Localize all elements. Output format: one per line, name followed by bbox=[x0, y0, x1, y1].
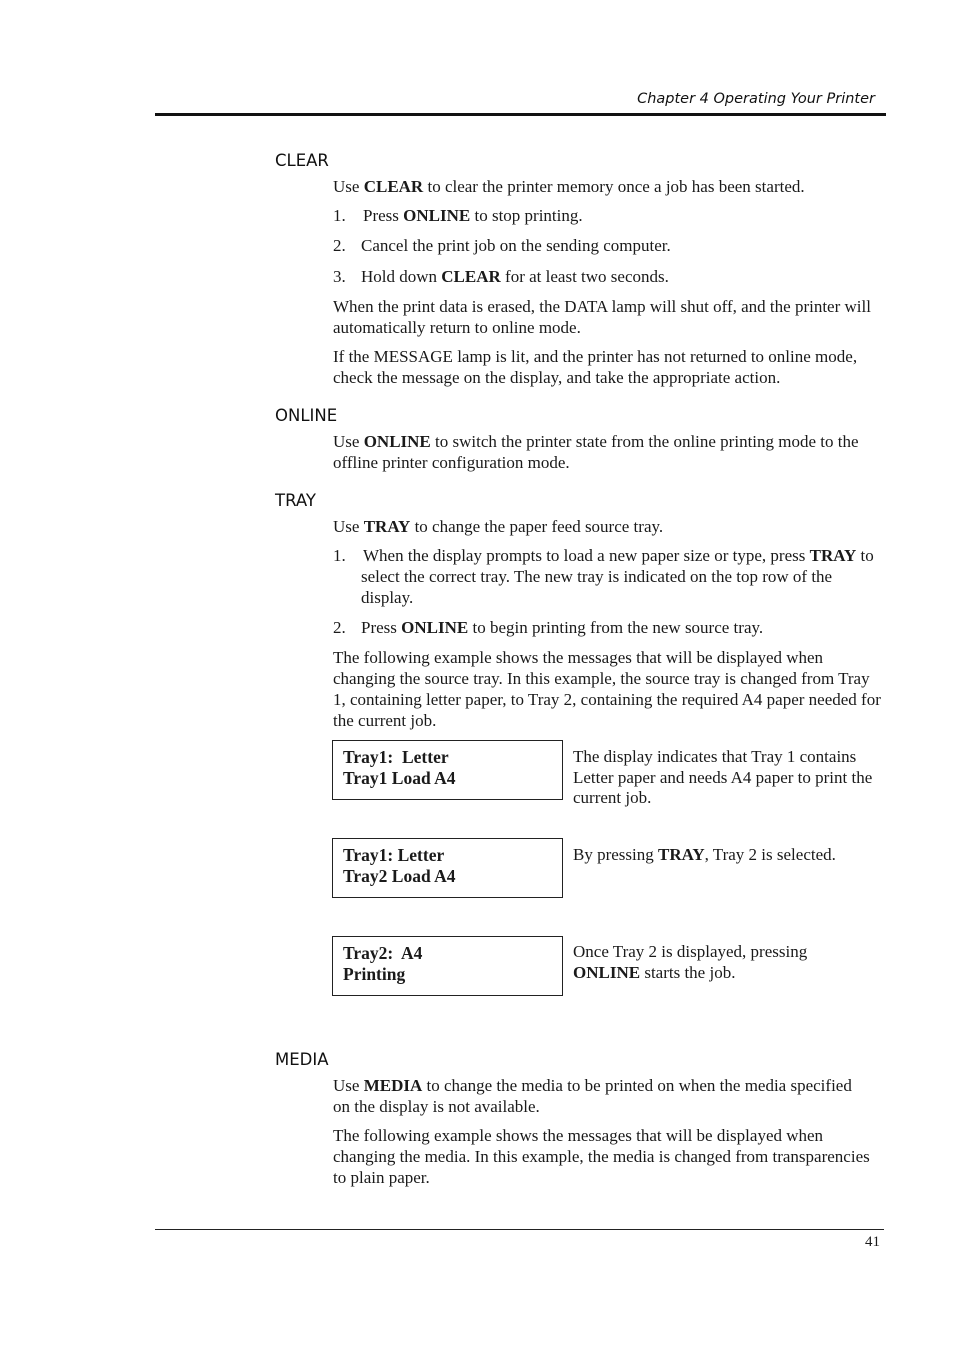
lcd-line-1: Tray2: A4 bbox=[343, 943, 423, 963]
clear-intro: Use CLEAR to clear the printer memory once a job has been started. bbox=[333, 177, 805, 196]
lcd-description-3: Once Tray 2 is displayed, pressing ONLINE starts the job. bbox=[573, 942, 808, 982]
media-para: The following example shows the messages that will be displayed when changing the media. In this example, the media is changed from transparencies to plain paper. bbox=[333, 1126, 870, 1187]
tray-step-1: 1. When the display prompts to load a new paper size or type, press TRAY to select the correct tray. The new tray is indicated on the top row of the display. bbox=[333, 546, 874, 607]
lcd-line-2: Tray2 Load A4 bbox=[343, 866, 456, 886]
online-intro: Use ONLINE to switch the printer state from the online printing mode to the offline printer configuration mode. bbox=[333, 432, 859, 472]
lcd-display-example-3 bbox=[332, 936, 563, 996]
tray-intro: Use TRAY to change the paper feed source tray. bbox=[333, 517, 664, 536]
section-heading-clear: CLEAR bbox=[275, 151, 329, 170]
clear-step-3: 3. Hold down CLEAR for at least two seconds. bbox=[333, 267, 669, 286]
media-intro: Use MEDIA to change the media to be printed on when the media specified on the display is not available. bbox=[333, 1076, 852, 1116]
lcd-line-2: Tray1 Load A4 bbox=[343, 768, 456, 788]
page-number: 41 bbox=[865, 1234, 880, 1250]
tray-step-2: 2. Press ONLINE to begin printing from the new source tray. bbox=[333, 618, 764, 637]
lcd-line-1: Tray1: Letter bbox=[343, 747, 449, 767]
clear-para-1: When the print data is erased, the DATA lamp will shut off, and the printer will automatically return to online mode. bbox=[333, 297, 871, 337]
running-header: Chapter 4 Operating Your Printer bbox=[637, 91, 875, 107]
footer-rule bbox=[155, 1229, 884, 1230]
lcd-line-2: Printing bbox=[343, 964, 406, 984]
header-rule bbox=[155, 113, 886, 116]
clear-step-1: 1. Press ONLINE to stop printing. bbox=[333, 206, 583, 225]
lcd-description-2: By pressing TRAY, Tray 2 is selected. bbox=[573, 845, 836, 864]
clear-step-2: 2. Cancel the print job on the sending computer. bbox=[333, 236, 671, 255]
lcd-display-example-2 bbox=[332, 838, 563, 898]
tray-example-para: The following example shows the messages that will be displayed when changing the source tray. In this example, the source tray is changed from Tray 1, containing letter paper, to Tray 2, containing the required A4 paper needed for the current job. bbox=[333, 648, 881, 730]
section-heading-media: MEDIA bbox=[275, 1050, 329, 1069]
clear-para-2: If the MESSAGE lamp is lit, and the printer has not returned to online mode, check the message on the display, and take the appropriate action. bbox=[333, 347, 858, 387]
lcd-display-example-1 bbox=[332, 740, 563, 800]
section-heading-online: ONLINE bbox=[275, 406, 338, 425]
section-heading-tray: TRAY bbox=[275, 491, 316, 510]
lcd-description-1: The display indicates that Tray 1 contains Letter paper and needs A4 paper to print the current job. bbox=[573, 747, 873, 807]
lcd-line-1: Tray1: Letter bbox=[343, 845, 445, 865]
